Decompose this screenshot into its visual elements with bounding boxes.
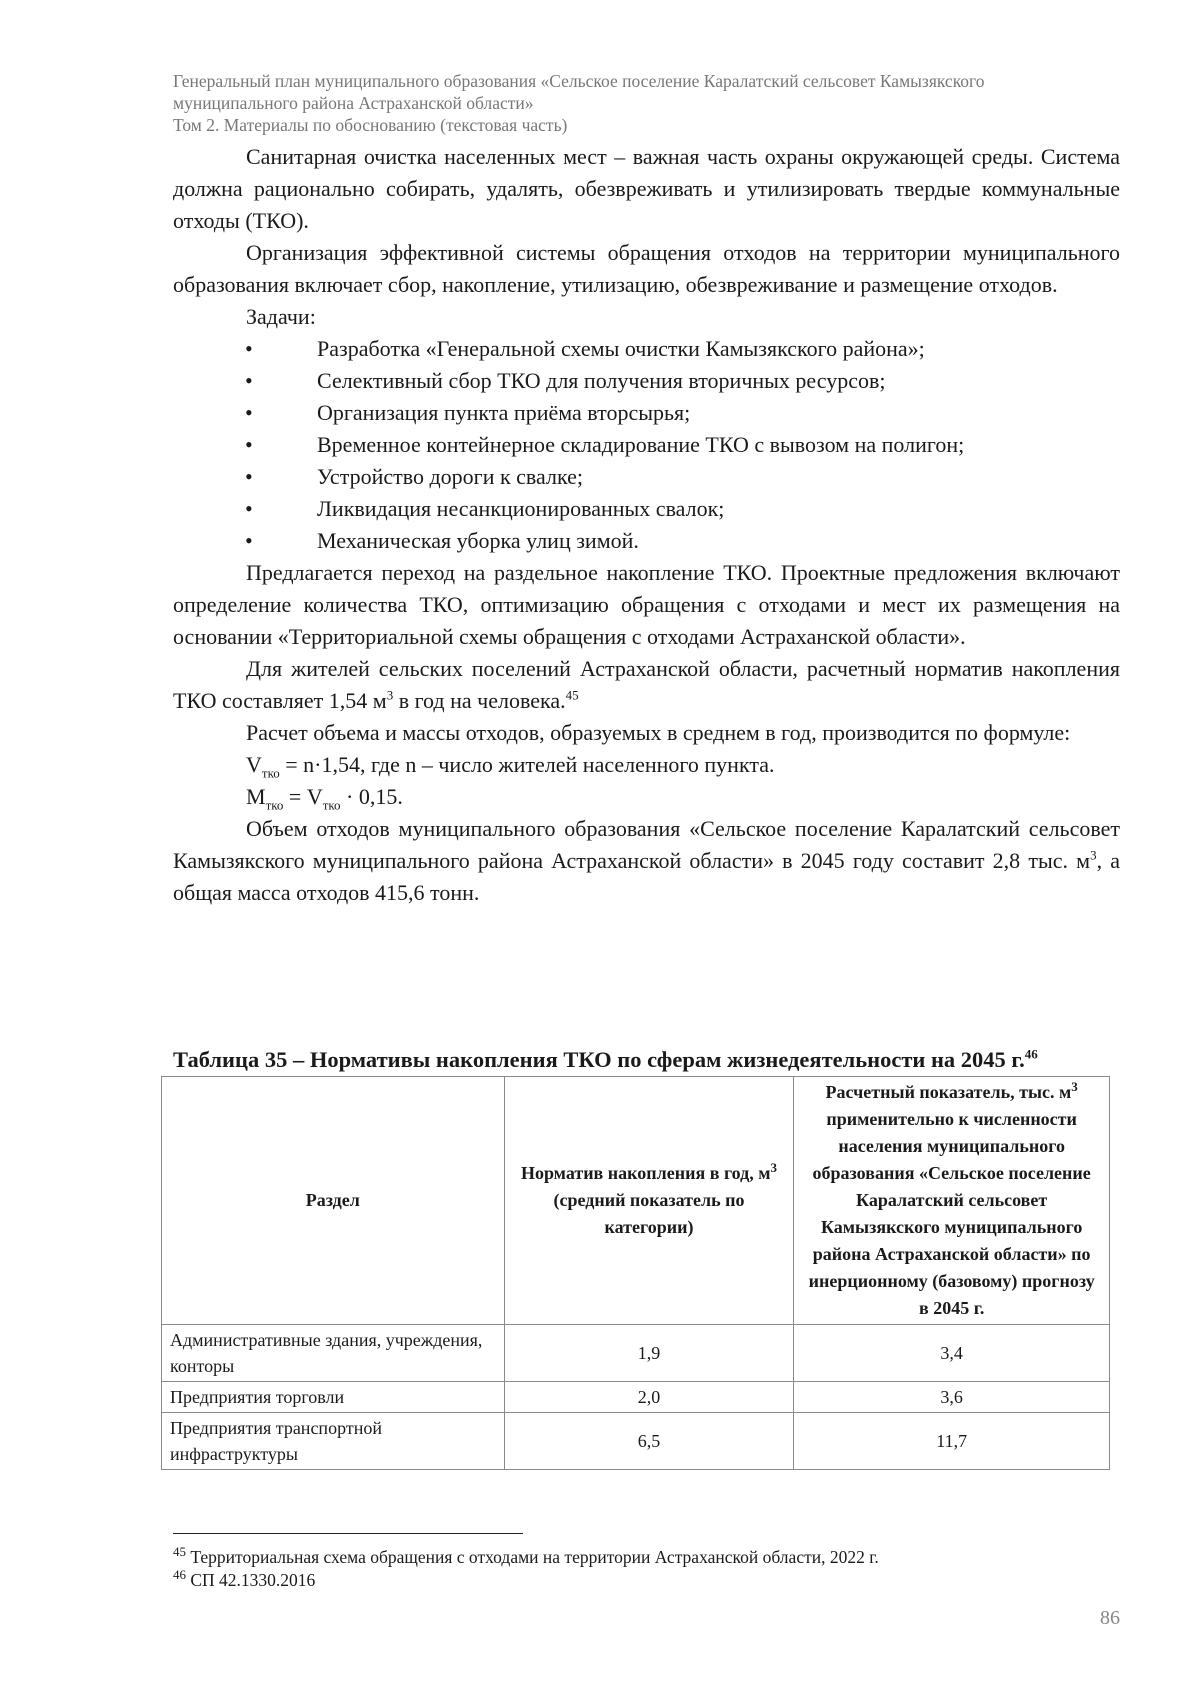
norms-table — [161, 1076, 1110, 1470]
formula-volume: $V_{тко} = n\cdot 1,54$, где n – число жителей населенного пункта. — [246, 752, 775, 781]
table-row — [162, 1325, 1110, 1382]
footnote-45: $^{45}$ Территориальная схема обращения с отходами на территории Астраханской области, 2022 г. — [173, 1544, 879, 1567]
list-item — [173, 493, 1120, 525]
table-cell-section: Административные здания, учреждения, конторы — [162, 1325, 505, 1382]
header-line-1: Генеральный план муниципального образования «Сельское поселение Каралатский сельсовет Камызякского — [173, 71, 985, 91]
list-item — [173, 429, 1120, 461]
table-cell-calculated: 3,6 — [794, 1382, 1110, 1413]
column-header-section: Раздел — [162, 1077, 505, 1325]
running-header — [173, 70, 1133, 136]
task-text: Устройство дороги к свалке; — [317, 464, 583, 489]
footnote-ref-46: 46 — [1024, 1046, 1038, 1062]
bullet-icon: • — [245, 528, 253, 553]
page-number: 86 — [1100, 1607, 1120, 1629]
bullet-icon: • — [245, 464, 253, 489]
table-cell-calculated: 11,7 — [794, 1413, 1110, 1470]
list-item — [173, 525, 1120, 557]
table-cell-norm: 6,5 — [504, 1413, 794, 1470]
list-item — [173, 365, 1120, 397]
paragraph-formula-intro: Расчет объема и массы отходов, образуемых в среднем в год, производится по формуле: — [246, 720, 1071, 745]
task-text: Селективный сбор ТКО для получения вторичных ресурсов; — [317, 368, 886, 393]
formula-mass: $M_{тко} = V_{тко} \cdot 0,15$. — [246, 784, 403, 813]
paragraph-organization: Организация эффективной системы обращения отходов на территории муниципального образования включает сбор, накопление, утилизацию, обезвреживание и размещение отходов. — [173, 240, 1120, 297]
table-row — [162, 1382, 1110, 1413]
paragraph-separate-collection: Предлагается переход на раздельное накопление ТКО. Проектные предложения включают определение количества ТКО, оптимизацию обращения с отходами и мест их размещения на основании «Территориальной схемы обращения с отходами Астраханской области». — [173, 560, 1120, 649]
column-header-norm: Норматив накопления в год, $м^3$ (средний показатель по категории) — [504, 1077, 794, 1325]
bullet-icon: • — [245, 368, 253, 393]
list-item — [173, 461, 1120, 493]
footnotes — [173, 1546, 1133, 1592]
body-text — [173, 141, 1120, 909]
footnote-separator — [173, 1533, 523, 1534]
task-text: Временное контейнерное складирование ТКО с вывозом на полигон; — [317, 432, 965, 457]
column-header-calculated: Расчетный показатель, тыс. $м^3$ применительно к численности населения муниципального образования «Сельское поселение Каралатский сельсовет Камызякского муниципального района Астраханской области» по инерционному (базовому) прогнозу в 2045 г. — [794, 1077, 1110, 1325]
list-item — [173, 397, 1120, 429]
tasks-list — [173, 333, 1120, 557]
list-item — [173, 333, 1120, 365]
header-line-3: Том 2. Материалы по обоснованию (текстовая часть) — [173, 115, 568, 135]
table-header-row — [162, 1077, 1110, 1325]
task-text: Разработка «Генеральной схемы очистки Камызякского района»; — [317, 336, 925, 361]
task-text: Ликвидация несанкционированных свалок; — [317, 496, 725, 521]
table-cell-section: Предприятия торговли — [162, 1382, 505, 1413]
table-cell-section: Предприятия транспортной инфраструктуры — [162, 1413, 505, 1470]
task-text: Организация пункта приёма вторсырья; — [317, 400, 691, 425]
table-cell-norm: 2,0 — [504, 1382, 794, 1413]
bullet-icon: • — [245, 336, 253, 361]
tasks-label: Задачи: — [246, 304, 316, 329]
bullet-icon: • — [245, 400, 253, 425]
table-row — [162, 1413, 1110, 1470]
paragraph-sanitation: Санитарная очистка населенных мест – важная часть охраны окружающей среды. Система должна рационально собирать, удалять, обезвреживать и утилизировать твердые коммунальные отходы (ТКО). — [173, 144, 1120, 233]
bullet-icon: • — [245, 496, 253, 521]
table-title: Таблица 35 – Нормативы накопления ТКО по сферам жизнедеятельности на 2045 г.$^{46}$ — [173, 1046, 1038, 1072]
paragraph-volume-total: Объем отходов муниципального образования «Сельское поселение Каралатский сельсовет Камызякского муниципального района Астраханской области» в 2045 году составит 2,8 тыс. $м^3$, а общая масса отходов 415,6 тонн. — [173, 816, 1120, 905]
task-text: Механическая уборка улиц зимой. — [317, 528, 639, 553]
header-line-2: муниципального района Астраханской области» — [173, 93, 534, 113]
bullet-icon: • — [245, 432, 253, 457]
footnote-ref-45: 45 — [565, 687, 579, 703]
table-cell-norm: 1,9 — [504, 1325, 794, 1382]
paragraph-norm: Для жителей сельских поселений Астраханской области, расчетный норматив накопления ТКО составляет 1,54 $м^3$ в год на человека.$^{45}$ — [173, 656, 1120, 713]
footnote-46: $^{46}$ СП 42.1330.2016 — [173, 1567, 316, 1590]
table-cell-calculated: 3,4 — [794, 1325, 1110, 1382]
